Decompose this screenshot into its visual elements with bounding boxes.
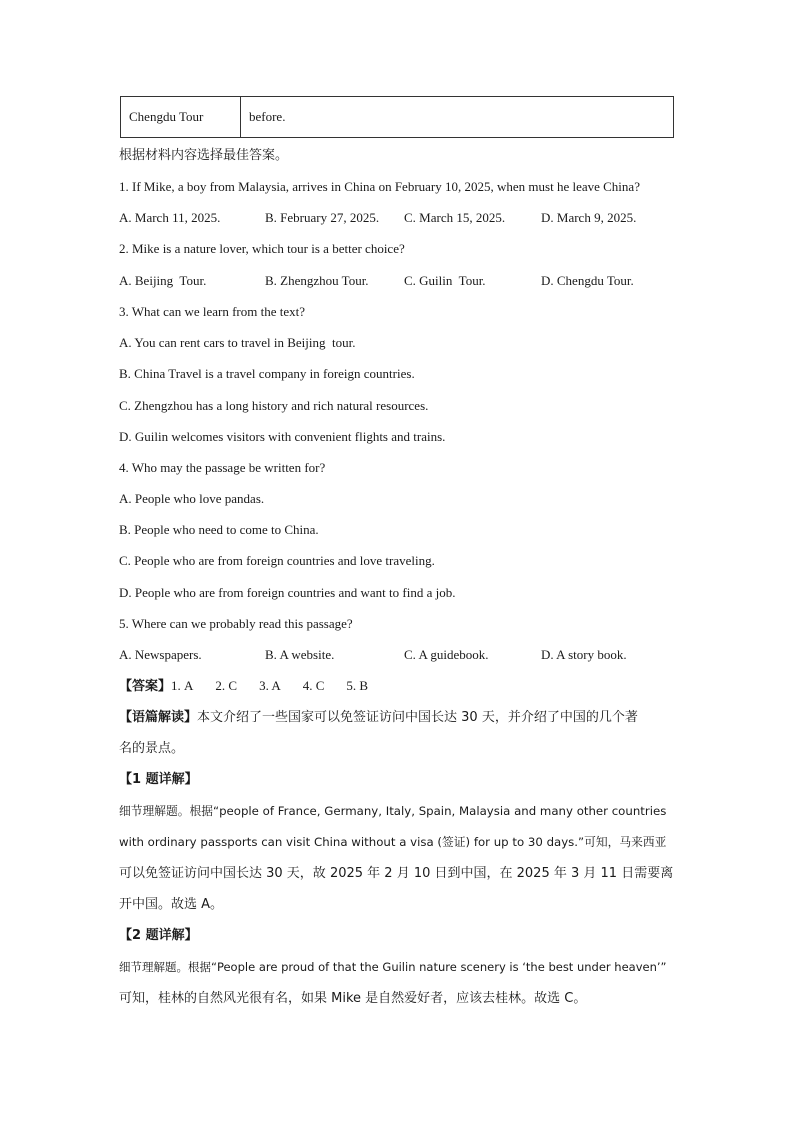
reading-line-2: 名的景点。 [119, 741, 185, 756]
question-4-option-a: A. People who love pandas. [119, 491, 265, 506]
detail-1-label: 【1 题详解】 [119, 772, 198, 787]
detail-2-label: 【2 题详解】 [119, 928, 198, 943]
answer-line [119, 678, 390, 695]
answer-item-1: 1. A [171, 678, 194, 693]
question-1-option-b: B. February 27, 2025. [265, 210, 380, 225]
question-4-stem: 4. Who may the passage be written for? [119, 460, 326, 475]
question-3-option-d: D. Guilin welcomes visitors with convenient flights and trains. [119, 429, 446, 444]
answer-item-5: 5. B [346, 678, 369, 693]
question-1-stem: 1. If Mike, a boy from Malaysia, arrives in China on February 10, 2025, when must he leave China? [119, 179, 640, 194]
answer-label: 【答案】 [119, 679, 172, 694]
question-2-stem: 2. Mike is a nature lover, which tour is a better choice? [119, 241, 405, 256]
question-1-option-d: D. March 9, 2025. [541, 210, 637, 225]
detail-1-line-2: with ordinary passports can visit China without a visa (签证) for up to 30 days.”可知，马来西亚 [119, 835, 667, 849]
instruction: 根据材料内容选择最佳答案。 [119, 148, 289, 163]
question-4-option-b: B. People who need to come to China. [119, 522, 319, 537]
question-3-option-a: A. You can rent cars to travel in Beijing tour. [119, 335, 356, 350]
question-1-option-c: C. March 15, 2025. [404, 210, 506, 225]
question-2-option-d: D. Chengdu Tour. [541, 273, 634, 288]
reading-text-1: 本文介绍了一些国家可以免签证访问中国长达 30 天，并介绍了中国的几个著 [197, 710, 638, 725]
question-3-stem: 3. What can we learn from the text? [119, 304, 306, 319]
table-row [121, 97, 674, 138]
detail-1-line-4: 开中国。故选 A。 [119, 897, 224, 912]
question-5-option-c: C. A guidebook. [404, 647, 489, 662]
answer-item-4: 4. C [302, 678, 325, 693]
question-2-option-c: C. Guilin Tour. [404, 273, 486, 288]
question-4-option-d: D. People who are from foreign countries and want to find a job. [119, 585, 456, 600]
question-5-option-b: B. A website. [265, 647, 335, 662]
detail-1-line-3: 可以免签证访问中国长达 30 天，故 2025 年 2 月 10 日到中国，在 2025 年 3 月 11 日需要离 [119, 866, 674, 881]
detail-2-line-1: 细节理解题。根据“People are proud of that the Guilin nature scenery is ‘the best under heaven’” [119, 960, 667, 974]
detail-1-line-1: 细节理解题。根据“people of France, Germany, Italy, Spain, Malaysia and many other countries [119, 804, 667, 818]
question-1-option-a: A. March 11, 2025. [119, 210, 221, 225]
question-4-option-c: C. People who are from foreign countries and love traveling. [119, 553, 435, 568]
answer-item-3: 3. A [259, 678, 281, 693]
question-3-option-b: B. China Travel is a travel company in foreign countries. [119, 366, 415, 381]
reading-label: 【语篇解读】 [119, 710, 198, 725]
tour-description-cell: before. [241, 97, 674, 138]
question-2-option-b: B. Zhengzhou Tour. [265, 273, 369, 288]
tour-name-cell: Chengdu Tour [121, 97, 241, 138]
question-5-option-a: A. Newspapers. [119, 647, 202, 662]
question-2-option-a: A. Beijing Tour. [119, 273, 207, 288]
question-5-stem: 5. Where can we probably read this passage? [119, 616, 353, 631]
detail-2-line-2: 可知，桂林的自然风光很有名，如果 Mike 是自然爱好者，应该去桂林。故选 C。 [119, 991, 587, 1006]
tour-table [120, 96, 674, 138]
answer-item-2: 2. C [215, 678, 238, 693]
reading-line-1 [119, 710, 638, 726]
question-3-option-c: C. Zhengzhou has a long history and rich natural resources. [119, 398, 429, 413]
question-5-option-d: D. A story book. [541, 647, 627, 662]
